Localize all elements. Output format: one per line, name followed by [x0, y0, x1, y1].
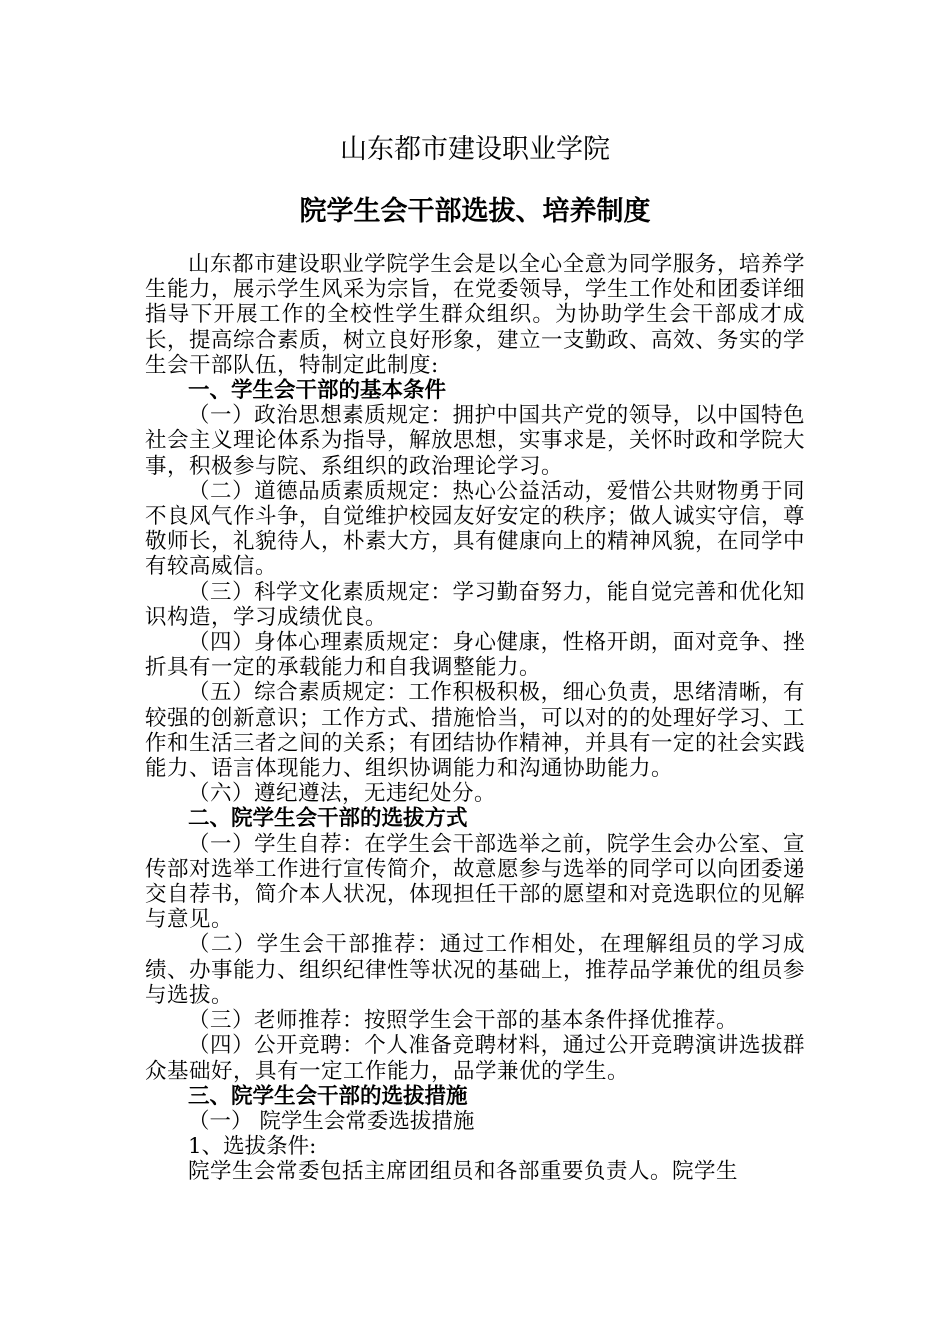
- section-1-item: （二）道德品质素质规定：热心公益活动，爱惜公共财物勇于同不良风气作斗争，自觉维护校园友好安定的秩序；做人诚实守信，尊敬师长，礼貌待人，朴素大方，具有健康向上的精神风貌，在同学中有较高威信。: [145, 478, 806, 580]
- section-2-item: （二）学生会干部推荐：通过工作相处，在理解组员的学习成绩、办事能力、组织纪律性等状况的基础上，推荐品学兼优的组员参与选拔。: [145, 932, 806, 1008]
- section-1-item: （一）政治思想素质规定：拥护中国共产党的领导，以中国特色社会主义理论体系为指导，解放思想，实事求是，关怀时政和学院大事，积极参与院、系组织的政治理论学习。: [145, 403, 806, 479]
- section-3-list-label: 1、选拔条件:: [188, 1134, 317, 1160]
- section-3-heading: 三、院学生会干部的选拔措施: [188, 1083, 468, 1109]
- section-2-item: （三）老师推荐：按照学生会干部的基本条件择优推荐。: [188, 1008, 739, 1034]
- section-1-item: （四）身体心理素质规定：身心健康，性格开朗，面对竞争、挫折具有一定的承载能力和自我调整能力。: [145, 630, 805, 681]
- section-2-heading: 二、院学生会干部的选拔方式: [188, 806, 468, 832]
- intro-paragraph: 山东都市建设职业学院学生会是以全心全意为同学服务，培养学生能力，展示学生风采为宗旨，在党委领导，学生工作处和团委详细指导下开展工作的全校性学生群众组织。为协助学生会干部成才成长，提高综合素质，树立良好形象，建立一支勤政、高效、务实的学生会干部队伍，特制定此制度:: [145, 252, 806, 378]
- school-name: 山东都市建设职业学院: [340, 134, 610, 165]
- section-1-item: （三）科学文化素质规定：学习勤奋努力，能自觉完善和优化知识构造，学习成绩优良。: [145, 579, 805, 630]
- section-3-subheading: （一） 院学生会常委选拔措施: [188, 1108, 475, 1134]
- section-1-item: （六）遵纪遵法，无违纪处分。: [188, 781, 497, 807]
- document-title: 院学生会干部选拔、培养制度: [299, 196, 651, 227]
- section-2-item: （一）学生自荐：在学生会干部选举之前，院学生会办公室、宣传部对选举工作进行宣传简介，故意愿参与选举的同学可以向团委递交自荐书，简介本人状况，体现担任干部的愿望和对竞选职位的见解与意见。: [145, 831, 806, 933]
- section-1-heading: 一、学生会干部的基本条件: [188, 378, 447, 404]
- section-2-item: （四）公开竞聘：个人准备竞聘材料，通过公开竞聘演讲选拔群众基础好，具有一定工作能力，品学兼优的学生。: [145, 1033, 805, 1084]
- section-3-paragraph: 院学生会常委包括主席团组员和各部重要负责人。院学生: [188, 1159, 739, 1185]
- document-body: [145, 252, 805, 1185]
- section-1-item: （五）综合素质规定：工作积极积极，细心负责，思绪清晰，有较强的创新意识；工作方式、措施恰当，可以对的的处理好学习、工作和生活三者之间的关系；有团结协作精神，并具有一定的社会实践能力、语言体现能力、组织协调能力和沟通协助能力。: [145, 680, 806, 782]
